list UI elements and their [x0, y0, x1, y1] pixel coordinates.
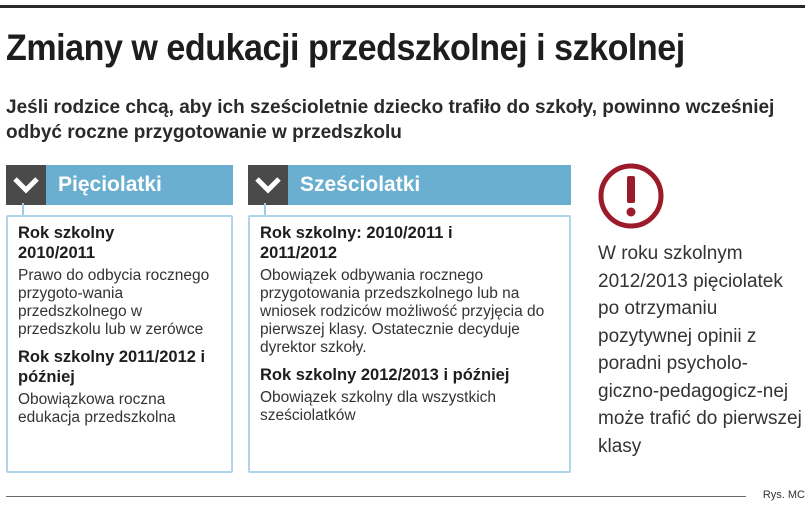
column-header-piecolatki — [6, 165, 233, 205]
column-box-szesciolatki — [248, 215, 571, 473]
section-heading: Rok szkolny: 2010/2011 i 2011/2012 — [260, 224, 453, 262]
chevron-down-icon — [248, 165, 288, 205]
section-text: Obowiązek odbywania rocznego przygotowania przedszkolnego lub na wniosek rodziców możliwość przyjęcia do pierwszej klasy. Ostatecznie decyduje dyrektor szkoły. — [260, 267, 545, 356]
top-rule — [0, 5, 805, 8]
bottom-rule — [6, 496, 746, 497]
section-text: Obowiązek szkolny dla wszystkich sześciolatków — [260, 389, 497, 424]
column-header-label: Pięciolatki — [58, 173, 162, 196]
column-header-szesciolatki — [248, 165, 571, 205]
chevron-down-icon — [6, 165, 46, 205]
section-heading: Rok szkolny 2010/2011 — [18, 224, 115, 262]
section-heading: Rok szkolny 2012/2013 i później — [260, 366, 510, 384]
section-heading: Rok szkolny 2011/2012 i później — [18, 348, 206, 386]
section-text: Obowiązkowa roczna edukacja przedszkolna — [18, 391, 176, 426]
column-header-label: Sześciolatki — [300, 173, 421, 196]
alert-note: W roku szkolnym 2012/2013 pięciolatek po otrzymaniu pozytywnej opinii z poradni psycholo-giczno-pedagogicz-nej może trafić do pierwszej klasy — [598, 243, 802, 457]
credit: Rys. MC — [762, 489, 805, 501]
exclamation-circle-icon — [597, 162, 665, 230]
subtitle: Jeśli rodzice chcą, aby ich sześcioletnie dziecko trafiło do szkoły, powinno wcześniej odbyć roczne przygotowanie w przedszkolu — [6, 97, 775, 143]
section-text: Prawo do odbycia rocznego przygoto-wania przedszkolnego w przedszkolu lub w zerówce — [18, 267, 210, 338]
page-title: Zmiany w edukacji przedszkolnej i szkolnej — [6, 27, 685, 68]
column-box-piecolatki — [6, 215, 233, 473]
